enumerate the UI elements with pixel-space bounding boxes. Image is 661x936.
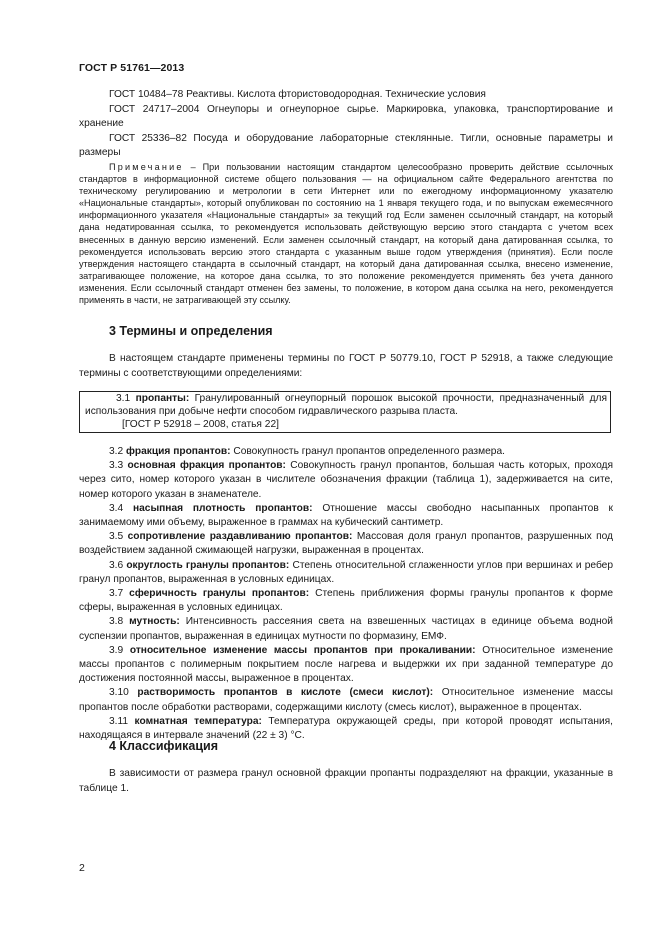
- section-3-intro: [79, 352, 613, 381]
- terms-list: [79, 445, 613, 743]
- term-name: пропанты:: [135, 393, 190, 404]
- page-number: 2: [79, 862, 85, 874]
- boxed-term-frame: [79, 391, 611, 433]
- intro-text: В настоящем стандарте применены термины по ГОСТ Р 50779.10, ГОСТ Р 52918, а также следующие термины с соответствующими определениями:: [79, 353, 613, 379]
- term-item: 3.10 растворимость пропантов в кислоте (смеси кислот): Относительное изменение массы пропантов после обработки растворами, содержащими кислоту (смесь кислот), выраженное в процентах.: [79, 687, 613, 713]
- classification-text: В зависимости от размера гранул основной фракции пропанты подразделяют на фракции, указанные в таблице 1.: [79, 768, 613, 794]
- note-label: Примечание: [109, 162, 184, 172]
- term-item: 3.7 сферичность гранулы пропантов: Степень приближения формы гранулы пропантов к форме сферы, выраженная в условных единицах.: [79, 588, 613, 614]
- section-3-heading: 3 Термины и определения: [109, 324, 273, 338]
- term-number: 3.1: [116, 393, 136, 404]
- term-item: 3.2 фракция пропантов: Совокупность гранул пропантов определенного размера.: [109, 446, 505, 457]
- term-definition: Гранулированный огнеупорный порошок высокой прочности, предназначенный для использования при добыче нефти способом гидравлического разрыва пласта.: [85, 393, 607, 417]
- boxed-term: [85, 393, 607, 419]
- term-item: 3.8 мутность: Интенсивность рассеяния света на взвешенных частицах в единице объема водной суспензии пропантов, выраженная в единицах мутности по формазину, ЕМФ.: [79, 616, 614, 642]
- document-header: ГОСТ Р 51761—2013: [79, 62, 185, 74]
- term-item: 3.9 относительное изменение массы пропантов при прокаливании: Относительное изменение массы пропантов с полимерным покрытием после нагрева и выдержки их при заданной температуре до достижения постоянной массы, выраженное в процентах.: [79, 644, 613, 685]
- reference-item: ГОСТ 25336–82 Посуда и оборудование лабораторные стеклянные. Тигли, основные параметры и размеры: [79, 132, 613, 158]
- reference-item: ГОСТ 24717–2004 Огнеупоры и огнеупорное сырье. Маркировка, упаковка, транспортирование и хранение: [79, 103, 613, 129]
- term-item: 3.11 комнатная температура: Температура окружающей среды, при которой проводят испытания, находящаяся в интервале значений (22 ± 3) °С.: [79, 715, 613, 742]
- term-item: 3.6 округлость гранулы пропантов: Степень относительной сглаженности углов при вершинах и ребер гранул пропантов, выраженная в условных единицах.: [79, 559, 613, 585]
- term-item: 3.3 основная фракция пропантов: Совокупность гранул пропантов, большая часть которых, проходя через сито, номер которого указан в числителе обозначения фракции (таблица 1), задерживается на сите, номер которого указан в знаменателе.: [79, 460, 613, 500]
- normative-references: [79, 88, 613, 161]
- term-source: [ГОСТ Р 52918 – 2008, статья 22]: [122, 418, 279, 430]
- term-item: 3.4 насыпная плотность пропантов: Отношение массы свободно насыпанных пропантов к занимаемому ими объему, выраженное в граммах на кубический сантиметр.: [79, 502, 613, 529]
- note-text: – При пользовании настоящим стандартом целесообразно проверить действие ссылочных стандартов в информационной системе общего пользования — на официальном сайте Федерального агентства по техническому регулированию и метрологии в сети Интернет или по ежегодному информационному указателю «Национальные стандарты», который опубликован по состоянию на 1 января текущего года, и по выпускам ежемесячного информационного указателя «Национальные стандарты» за текущий год Если заменен ссылочный стандарт, на который дана недатированная ссылка, то рекомендуется использовать действующую версию этого стандарта с учетом всех внесенных в данную версию изменений. Если заменен ссылочный стандарт, на который дана датированная ссылка, то рекомендуется использовать версию этого стандарта с указанным выше годом утверждения (принятия). Если после утверждения настоящего стандарта в ссылочный стандарт, на который дана датированная ссылка, внесено изменение, затрагивающее положение, на которое дана ссылка, то это положение рекомендуется применять без учета данного изменения. Если ссылочный стандарт отменен без замены, то положение, в котором дана ссылка на него, рекомендуется применять в части, не затрагивающей эту ссылку.: [79, 162, 613, 306]
- section-4-heading: 4 Классификация: [109, 739, 219, 753]
- term-item: 3.5 сопротивление раздавливанию пропантов: Массовая доля гранул пропантов, разрушенных под воздействием заданной сжимающей нагрузки, выраженная в процентах.: [79, 531, 613, 557]
- note-paragraph: [79, 161, 613, 306]
- section-4-text: [79, 767, 613, 796]
- reference-item: ГОСТ 10484–78 Реактивы. Кислота фтористоводородная. Технические условия: [109, 89, 486, 100]
